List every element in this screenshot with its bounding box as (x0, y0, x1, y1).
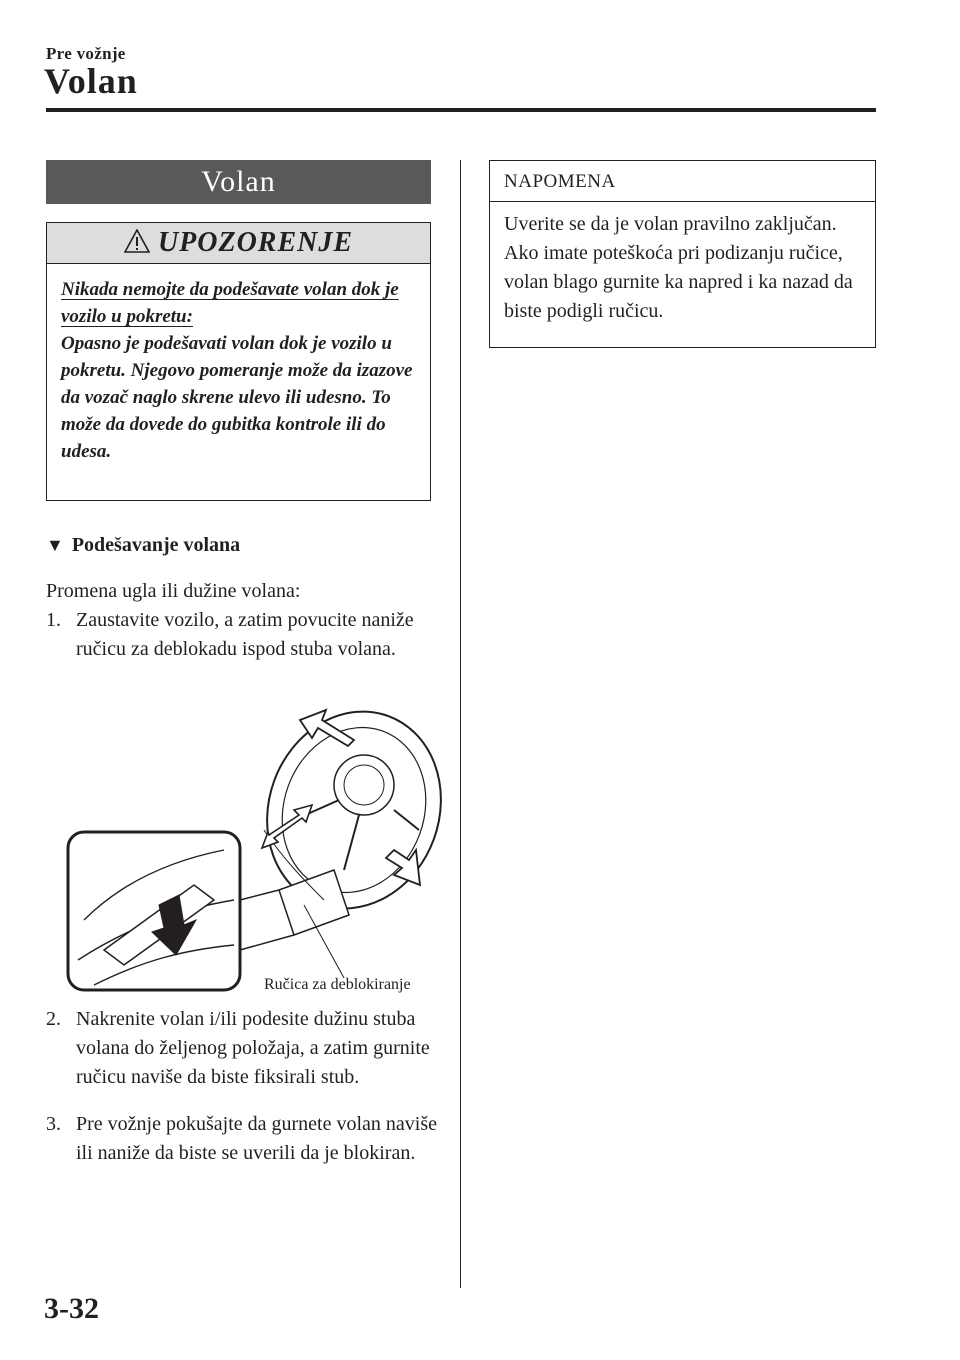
step-text: Pre vožnje pokušajte da gurnete volan naviše ili naniže da biste se uverili da je blokiran. (76, 1113, 437, 1164)
section-header: Pre vožnje (46, 44, 126, 63)
warning-title: UPOZORENJE (157, 227, 354, 258)
warning-lead: Nikada nemojte da podešavate volan dok je vozilo u pokretu: (61, 279, 399, 327)
page-title: Volan (46, 160, 431, 204)
warning-header (47, 223, 430, 264)
step-number: 2. (46, 1008, 61, 1030)
subheading-text: Podešavanje volana (71, 534, 241, 556)
subheading (46, 534, 240, 557)
step-1 (46, 606, 446, 664)
note-box (489, 160, 876, 348)
warning-triangle-icon (124, 229, 150, 258)
column-divider (460, 160, 461, 1288)
warning-body (47, 264, 430, 465)
intro-text: Promena ugla ili dužine volana: (46, 580, 301, 602)
figure-label: Ručica za deblokiranje (264, 976, 411, 993)
step-3 (46, 1110, 446, 1168)
step-number: 3. (46, 1113, 61, 1135)
triangle-bullet-icon: ▼ (46, 535, 64, 555)
step-text: Zaustavite vozilo, a zatim povucite naniže ručicu za deblokadu ispod stuba volana. (76, 609, 414, 660)
page-number: 3-32 (44, 1292, 99, 1325)
warning-box (46, 222, 431, 501)
step-2 (46, 1005, 446, 1092)
warning-text: Opasno je podešavati volan dok je vozilo u pokretu. Njegovo pomeranje može da izazove da vozač naglo skrene ulevo ili udesno. To može da dovede do gubitka kontrole ili do udesa. (61, 333, 413, 462)
steering-wheel-illustration (64, 700, 444, 1000)
note-body: Uverite se da je volan pravilno zaključan. Ako imate poteškoća pri podizanju ručice, volan blago gurnite ka napred i ka nazad da biste podigli ručicu. (504, 213, 853, 322)
header-rule (46, 108, 876, 112)
step-number: 1. (46, 609, 61, 631)
step-text: Nakrenite volan i/ili podesite dužinu stuba volana do željenog položaja, a zatim gurnite ručicu naviše da biste fiksirali stub. (76, 1008, 430, 1088)
note-title: NAPOMENA (490, 161, 875, 202)
chapter-header: Volan (44, 61, 138, 101)
